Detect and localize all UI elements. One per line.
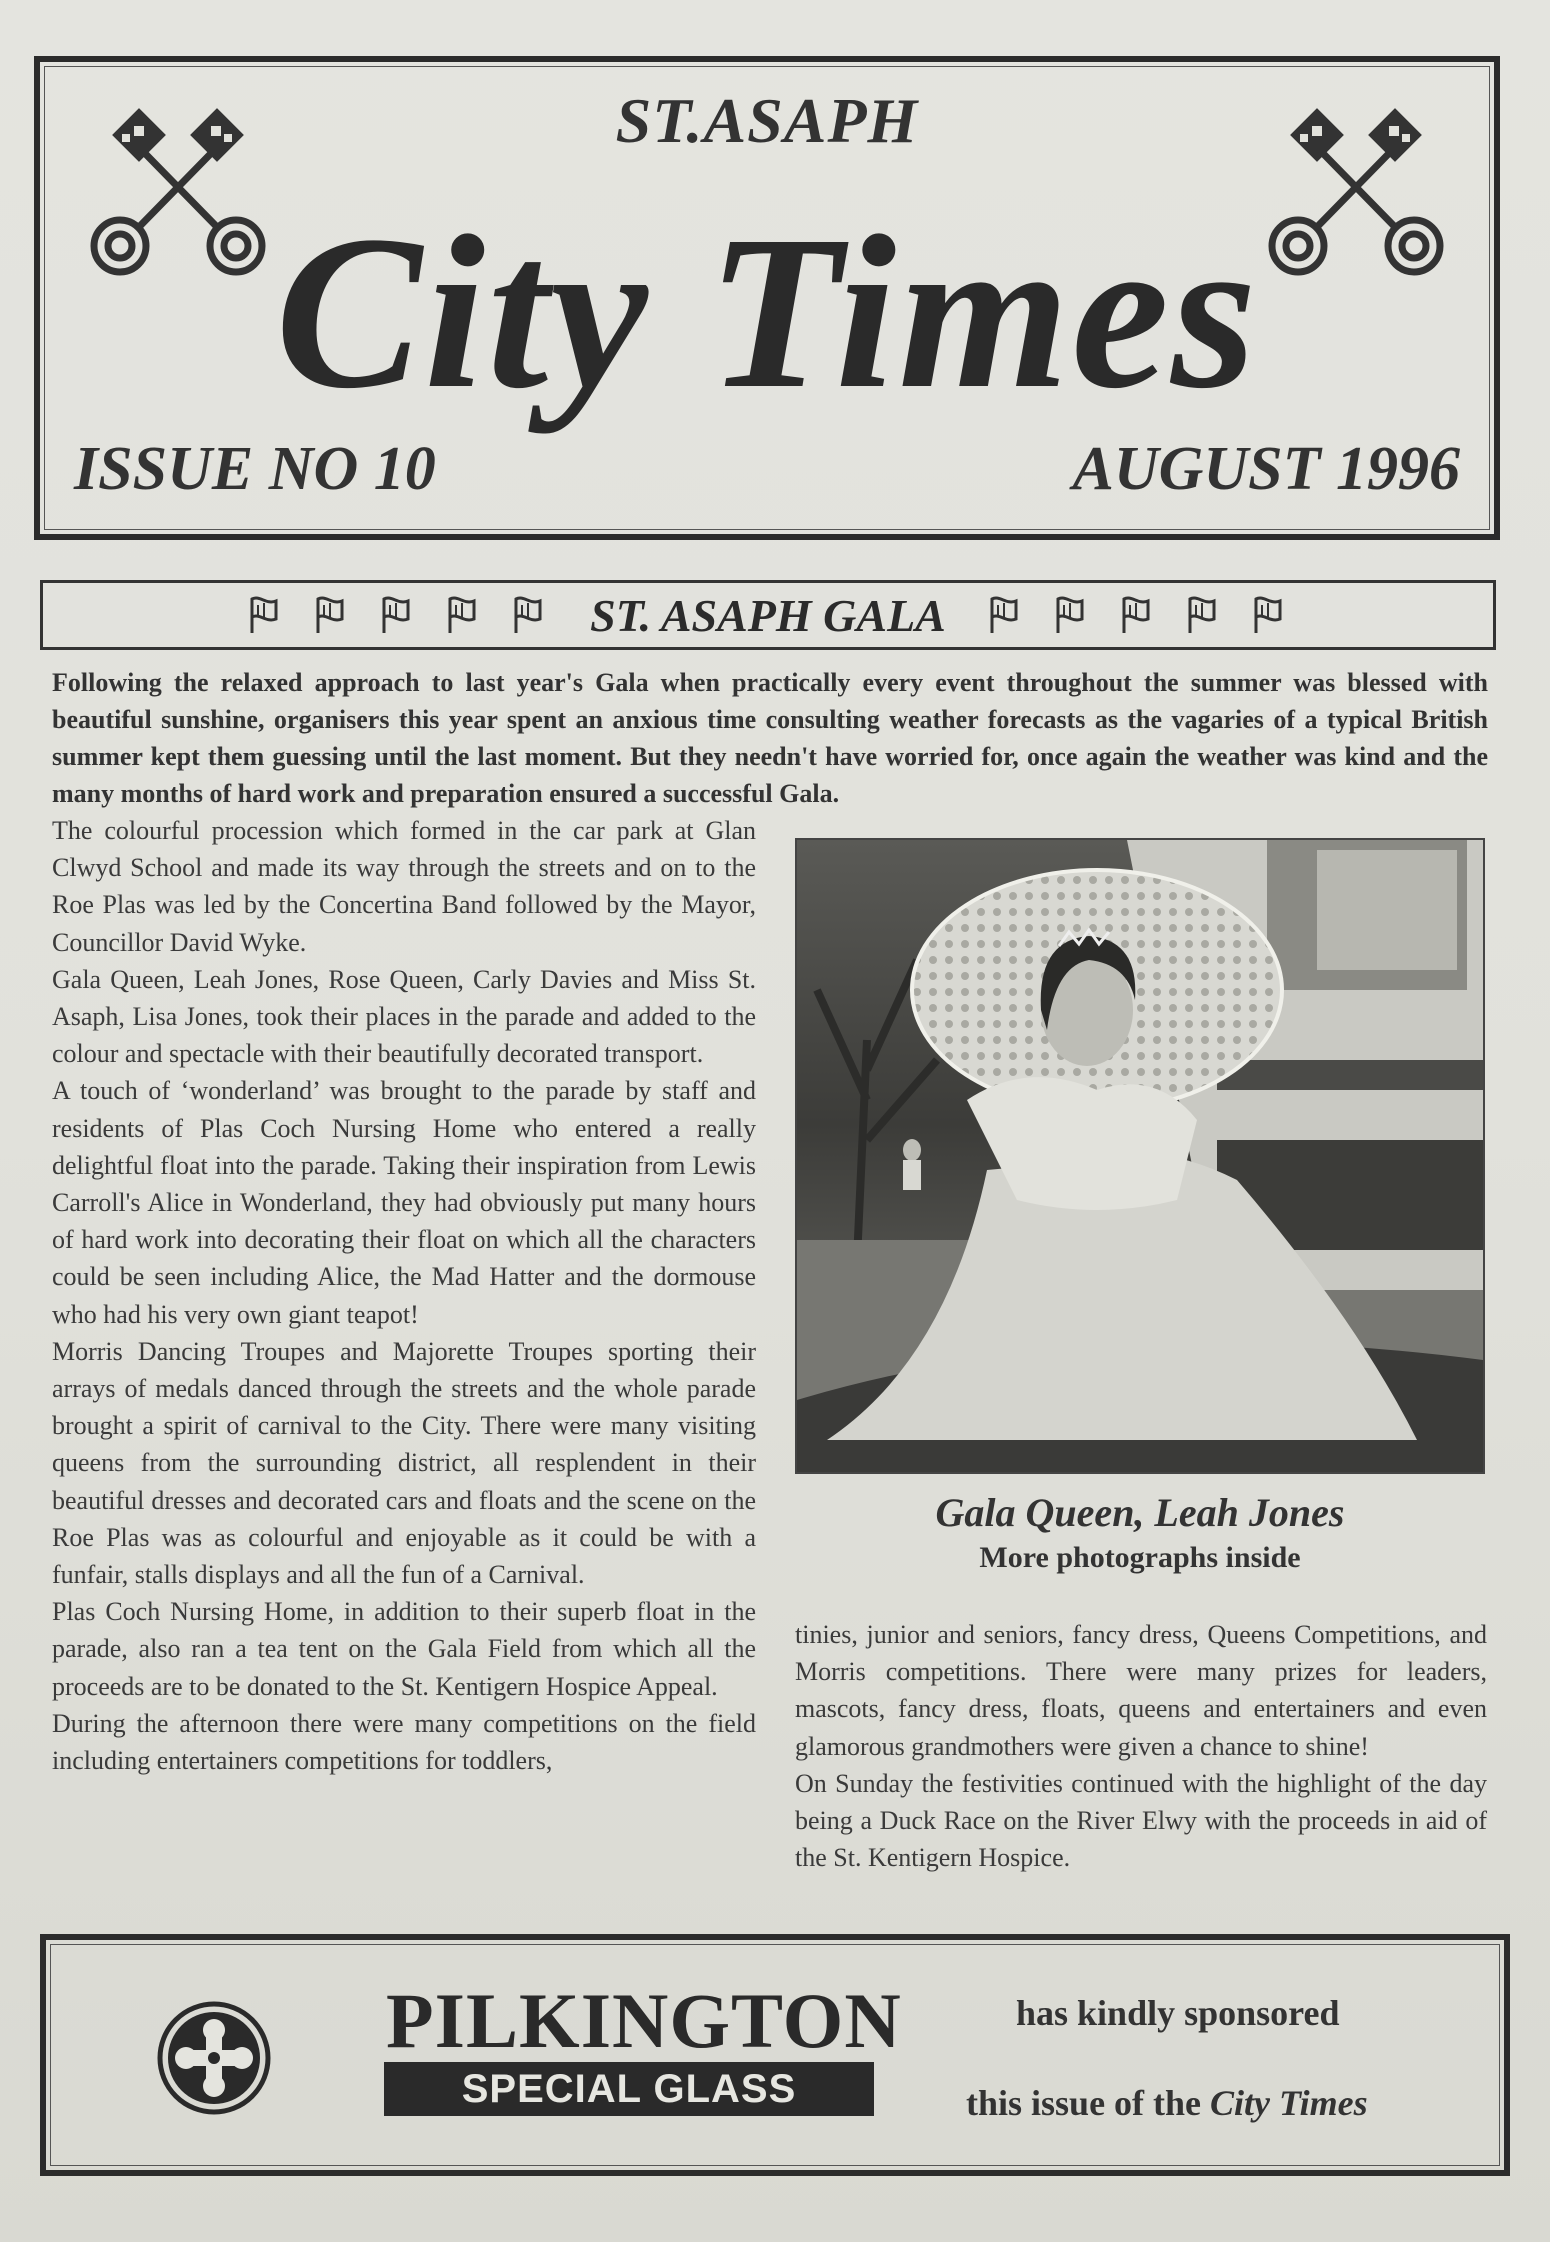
flag-icon <box>508 593 552 637</box>
sponsor-line-2-title: City Times <box>1210 2083 1368 2123</box>
left-column <box>52 812 756 1779</box>
caption-title: Gala Queen, Leah Jones <box>935 1490 1345 1535</box>
issue-date: AUGUST 1996 <box>1072 435 1460 503</box>
photo-illustration <box>797 840 1483 1472</box>
paragraph: During the afternoon there were many competitions on the field including entertainers competitions for toddlers, <box>52 1708 756 1776</box>
masthead <box>34 56 1500 540</box>
flag-icon <box>442 593 486 637</box>
gala-queen-photo <box>795 838 1485 1474</box>
flag-icon <box>1116 593 1160 637</box>
sponsor-box <box>40 1934 1510 2176</box>
paragraph: Gala Queen, Leah Jones, Rose Queen, Carly Davies and Miss St. Asaph, Lisa Jones, took their places in the parade and added to the colour and spectacle with their beautifully decorated transport. <box>52 964 756 1069</box>
cross-emblem-icon <box>156 2000 272 2116</box>
paragraph: On Sunday the festivities continued with the highlight of the day being a Duck Race on the River Elwy with the proceeds in aid of the St. Kentigern Hospice. <box>795 1768 1487 1873</box>
paragraph: tinies, junior and seniors, fancy dress, Queens Competitions, and Morris competitions. There were many prizes for leaders, mascots, fancy dress, floats, queens and entertainers and even glamorous grandmothers were given a chance to shine! <box>795 1620 1487 1761</box>
photo-caption <box>795 1488 1485 1578</box>
section-title: ST. ASAPH GALA <box>590 589 946 641</box>
flag-row-right <box>984 593 1292 637</box>
city-name: ST.ASAPH <box>615 85 919 156</box>
paragraph: A touch of ‘wonderland’ was brought to the parade by staff and residents of Plas Coch Nursing Home who entered a really delightful float into the parade. Taking their inspiration from Lewis Carroll's Alice in Wonderland, they had obviously put many hours of hard work into decorating their float on which all the characters could be seen including Alice, the Mad Hatter and the dormouse who had his very own giant teapot! <box>52 1076 756 1329</box>
issue-number: ISSUE NO 10 <box>74 435 436 503</box>
paragraph: The colourful procession which formed in the car park at Glan Clwyd School and made its way through the streets and on to the Roe Plas was led by the Concertina Band followed by the Mayor, Councillor David Wyke. <box>52 816 756 957</box>
section-banner <box>40 580 1496 650</box>
paragraph: Plas Coch Nursing Home, in addition to their superb float in the parade, also ran a tea tent on the Gala Field from which all the proceeds are to be donated to the St. Kentigern Hospice Appeal. <box>52 1597 756 1701</box>
sponsor-line-1: has kindly sponsored <box>1016 1993 1340 2033</box>
caption-subtitle: More photographs inside <box>979 1541 1301 1574</box>
crossed-keys-icon <box>1256 96 1456 296</box>
sponsor-line-2 <box>966 2082 1368 2124</box>
flag-icon <box>244 593 288 637</box>
paragraph: Morris Dancing Troupes and Majorette Troupes sporting their arrays of medals danced through the streets and the whole parade brought a spirit of carnival to the City. There were many visiting queens from the surrounding district, all resplendent in their beautiful dresses and decorated cars and floats and the scene on the Roe Plas was as colourful and enjoyable as it could be with a funfair, stalls displays and all the fun of a Carnival. <box>52 1336 756 1590</box>
flag-icon <box>310 593 354 637</box>
crossed-keys-icon <box>78 96 278 296</box>
sponsor-brand-sub: SPECIAL GLASS <box>384 2062 874 2116</box>
right-column <box>795 1616 1487 1876</box>
flag-icon <box>1248 593 1292 637</box>
sponsor-brand: PILKINGTON <box>386 1977 902 2064</box>
flag-icon <box>984 593 1028 637</box>
lead-paragraph: Following the relaxed approach to last year's Gala when practically every event throughout the summer was blessed with beautiful sunshine, organisers this year spent an anxious time consulting weather forecasts as the vagaries of a typical British summer kept them guessing until the last moment. But they needn't have worried for, once again the weather was kind and the many months of hard work and preparation ensured a successful Gala. <box>52 668 1488 808</box>
flag-icon <box>1182 593 1226 637</box>
flag-row-left <box>244 593 552 637</box>
flag-icon <box>1050 593 1094 637</box>
newsletter-title: City Times <box>275 190 1259 434</box>
flag-icon <box>376 593 420 637</box>
sponsor-line-2-prefix: this issue of the <box>966 2083 1211 2123</box>
